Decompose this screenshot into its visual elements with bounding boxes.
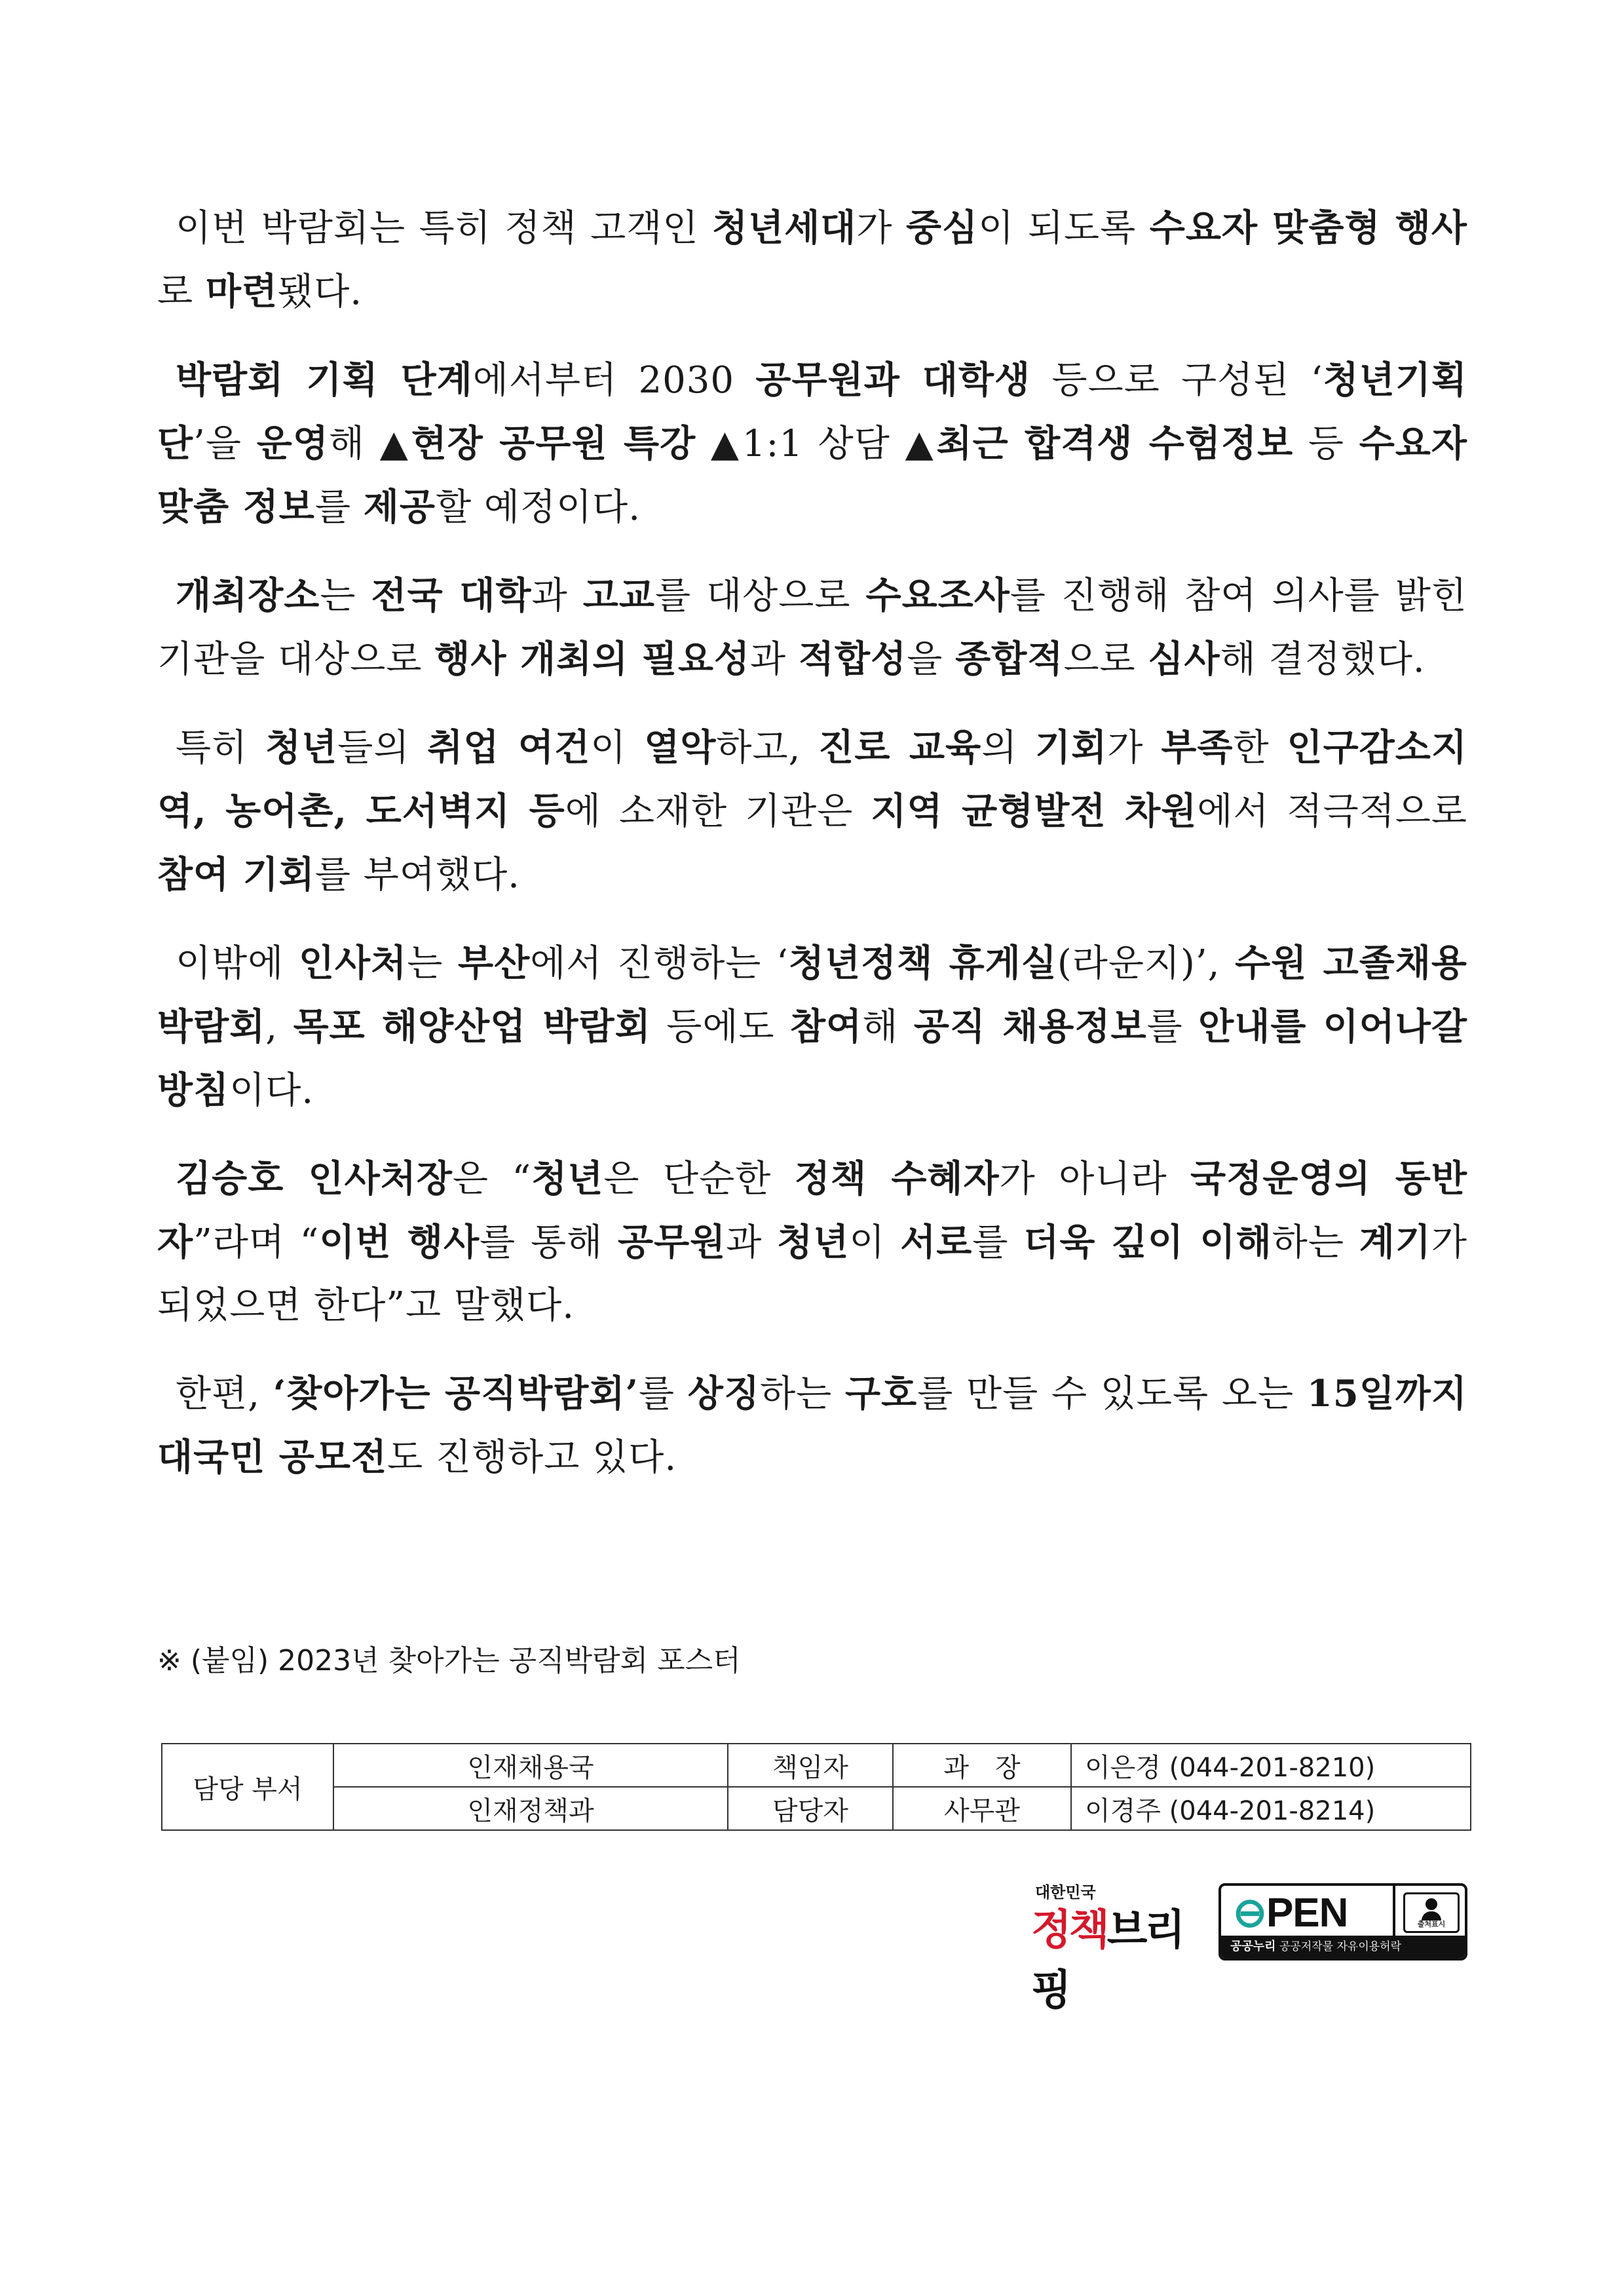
text-segment: 를 대상으로 xyxy=(654,575,866,617)
text-segment: 에서부터 2030 xyxy=(472,359,756,402)
role-cell: 책임자 xyxy=(728,1744,893,1787)
dept-label: 담당 부서 xyxy=(162,1744,333,1830)
text-segment: 박람회 기획 단계 xyxy=(176,358,473,402)
table-row xyxy=(162,1744,1471,1787)
brief-small-text: 대한민국 xyxy=(1035,1883,1096,1902)
text-segment: 청년 xyxy=(531,1157,604,1200)
text-segment: 도 진행하고 있다. xyxy=(387,1436,677,1479)
attribution-badge xyxy=(1403,1892,1460,1933)
text-segment: 으로 xyxy=(1063,638,1148,681)
text-segment: 가 xyxy=(1107,727,1161,769)
text-segment: 행사 개최의 필요성 xyxy=(434,638,751,681)
role-cell: 담당자 xyxy=(728,1787,893,1830)
text-segment: 이 되도록 xyxy=(978,207,1150,250)
text-segment: 제공 xyxy=(363,486,436,529)
text-segment: 인사처 xyxy=(298,942,407,985)
paragraph-3 xyxy=(157,564,1467,691)
dept-cell: 인재채용국 xyxy=(333,1744,728,1787)
text-segment: 이밖에 xyxy=(176,942,299,985)
text-segment: 가 되었으면 한다”고 말했다. xyxy=(157,1221,1467,1327)
text-segment: ’을 xyxy=(193,423,257,465)
text-segment: 이번 박람회는 특히 정책 고객인 xyxy=(176,207,712,250)
text-segment: 를 만들 수 있도록 오는 xyxy=(917,1373,1307,1415)
text-segment: 는 xyxy=(320,575,371,617)
table-row xyxy=(162,1787,1471,1830)
text-segment: 과 xyxy=(531,575,583,617)
text-segment: 진로 교육 xyxy=(818,726,982,769)
text-segment: 구호 xyxy=(845,1372,918,1415)
text-segment: 공무원 xyxy=(617,1221,727,1264)
text-segment: ▲1:1 상담 xyxy=(696,423,905,465)
text-segment: 로 xyxy=(157,271,206,313)
text-segment: 이번 행사 xyxy=(319,1221,480,1264)
text-segment: ‘찾아가는 공직박람회’ xyxy=(273,1372,639,1415)
text-segment: 수원 고졸채용박람회 xyxy=(157,942,1468,1048)
open-word-text: PEN xyxy=(1266,1890,1348,1936)
text-segment: 열악 xyxy=(644,726,717,769)
text-segment: 해 xyxy=(328,423,380,465)
policy-briefing-logo xyxy=(1022,1874,1218,2015)
text-segment: ”라며 “ xyxy=(193,1221,320,1264)
person-icon xyxy=(1405,1898,1458,1921)
attachment-note: ※ (붙임) 2023년 찾아가는 공직박람회 포스터 xyxy=(157,1644,741,1677)
paragraph-7 xyxy=(157,1362,1467,1489)
text-segment: 전국 대학 xyxy=(371,574,532,617)
text-segment: 를 부여했다. xyxy=(314,854,520,896)
brief-red-text: 정책 xyxy=(1031,1906,1107,1955)
text-segment: 한편, xyxy=(176,1373,273,1415)
text-segment: 부산 xyxy=(457,942,531,985)
text-segment: 들의 xyxy=(337,727,428,769)
text-segment: 정책 수혜자 xyxy=(794,1157,1000,1200)
text-segment: 는 xyxy=(407,942,458,985)
text-segment: 등으로 구성된 ‘ xyxy=(1030,359,1323,402)
text-segment: 를 xyxy=(314,486,364,529)
text-segment: 부족 xyxy=(1161,726,1234,769)
text-segment: 할 예정이다. xyxy=(436,486,641,529)
text-segment: 기회 xyxy=(1035,726,1108,769)
text-segment: 수요자 맞춤형 행사 xyxy=(1149,206,1467,250)
text-segment: 청년 xyxy=(265,726,338,769)
open-bar-strong: 공공누리 xyxy=(1230,1940,1276,1953)
text-segment: 를 통해 xyxy=(480,1221,618,1264)
text-segment: 과 xyxy=(750,638,799,681)
open-bar-text: 공공저작물 자유이용허락 xyxy=(1279,1940,1402,1953)
text-segment: ▲현장 공무원 특강 xyxy=(379,422,696,465)
text-segment: 계기 xyxy=(1359,1221,1431,1264)
text-segment: 운영 xyxy=(256,422,329,465)
paragraph-5 xyxy=(157,932,1467,1122)
text-segment: 에서 적극적으로 xyxy=(1197,790,1467,833)
paragraph-6 xyxy=(157,1147,1467,1337)
brief-black-text: 브리핑 xyxy=(1031,1906,1183,2015)
text-segment: 이 xyxy=(849,1221,901,1264)
text-segment: 상징 xyxy=(687,1372,761,1415)
title-cell: 과 장 xyxy=(893,1744,1071,1787)
text-segment: 를 xyxy=(639,1373,688,1415)
text-segment: 청년세대 xyxy=(712,206,857,250)
text-segment: 공무원과 대학생 xyxy=(755,358,1031,402)
text-segment: 은 단순한 xyxy=(603,1158,795,1200)
text-segment: 청년기획단 xyxy=(157,358,1468,465)
attribution-label: 출처표시 xyxy=(1417,1920,1446,1928)
text-segment: 개최장소 xyxy=(176,574,320,617)
footer-logos xyxy=(1022,1874,1481,2015)
text-segment: 목포 해양산업 박람회 xyxy=(293,1005,651,1048)
text-segment: 한 xyxy=(1233,727,1287,769)
title-cell: 사무관 xyxy=(893,1787,1071,1830)
text-segment: 이다. xyxy=(229,1069,314,1112)
text-segment: 고교 xyxy=(582,574,655,617)
text-segment: 심사 xyxy=(1148,638,1220,681)
text-segment: 취업 여건 xyxy=(427,726,591,769)
text-segment: 하고, xyxy=(716,727,819,769)
text-segment: 과 xyxy=(726,1221,778,1264)
text-segment: 해 결정했다. xyxy=(1220,638,1426,681)
text-segment: 중심 xyxy=(906,206,979,250)
text-segment: 공직 채용정보 xyxy=(913,1005,1147,1048)
text-segment: 를 진행해 참여 의사를 밝힌 기관을 대상으로 xyxy=(157,575,1467,681)
text-segment: 의 xyxy=(981,727,1036,769)
text-segment: 더욱 깊이 이해 xyxy=(1023,1221,1272,1264)
open-bar xyxy=(1221,1936,1465,1958)
open-word xyxy=(1233,1888,1348,1936)
person-cell: 이경주 (044-201-8214) xyxy=(1071,1787,1471,1830)
text-segment: ▲최근 합격생 수험정보 xyxy=(905,422,1294,465)
text-segment: 수요자 맞춤 정보 xyxy=(157,422,1467,529)
text-segment: 서로 xyxy=(900,1221,973,1264)
text-segment: 를 xyxy=(972,1221,1024,1264)
text-segment: 청년정책 휴게실 xyxy=(788,942,1057,985)
text-segment: 에 소재한 기관은 xyxy=(565,790,871,833)
paragraph-4 xyxy=(157,716,1467,907)
text-segment: 참여 xyxy=(790,1005,863,1048)
text-segment: 등 xyxy=(1293,423,1359,465)
dept-cell: 인재정책과 xyxy=(333,1787,728,1830)
text-segment: 을 xyxy=(907,638,956,681)
text-segment: 참여 기회 xyxy=(157,853,315,896)
text-segment: (라운지)’, xyxy=(1057,942,1236,985)
person-cell: 이은경 (044-201-8210) xyxy=(1071,1744,1471,1787)
text-segment: 를 xyxy=(1146,1006,1199,1048)
text-segment: 15일까지 대국민 공모전 xyxy=(157,1372,1467,1479)
text-segment: 가 아니라 xyxy=(999,1158,1191,1200)
paragraph-1 xyxy=(157,197,1467,324)
text-segment: 에서 진행하는 ‘ xyxy=(530,942,789,985)
text-segment: 하는 xyxy=(1272,1221,1359,1264)
text-segment: 안내를 이어나갈 방침 xyxy=(157,1005,1467,1112)
text-segment: 인구감소지역, 농어촌, 도서벽지 등 xyxy=(157,726,1467,833)
text-segment: 국정운영의 동반자 xyxy=(157,1157,1468,1264)
text-segment: 청년 xyxy=(777,1221,850,1264)
text-segment: 지역 균형발전 차원 xyxy=(871,790,1198,833)
text-segment: 가 xyxy=(856,207,907,250)
text-segment: 수요조사 xyxy=(865,574,1010,617)
text-segment: 종합적 xyxy=(955,638,1064,681)
text-segment: 은 “ xyxy=(452,1158,532,1200)
text-segment: 해 xyxy=(862,1006,914,1048)
kogl-open-logo xyxy=(1218,1883,1467,1961)
open-o-icon: ⊖ xyxy=(1233,1890,1266,1936)
text-segment: 특히 xyxy=(176,727,266,769)
text-segment: 등에도 xyxy=(651,1006,791,1048)
press-release-body xyxy=(157,197,1467,1514)
open-divider xyxy=(1393,1886,1395,1938)
text-segment: 김승호 인사처장 xyxy=(176,1157,453,1200)
text-segment: 하는 xyxy=(760,1373,846,1415)
contact-table xyxy=(161,1743,1471,1831)
text-segment: 됐다. xyxy=(278,271,363,313)
paragraph-2 xyxy=(157,349,1467,539)
text-segment: 마련 xyxy=(205,270,278,313)
text-segment: 적합성 xyxy=(798,638,907,681)
text-segment: , xyxy=(265,1006,293,1048)
brief-big-text xyxy=(1031,1896,1218,2017)
text-segment: 이 xyxy=(590,727,645,769)
